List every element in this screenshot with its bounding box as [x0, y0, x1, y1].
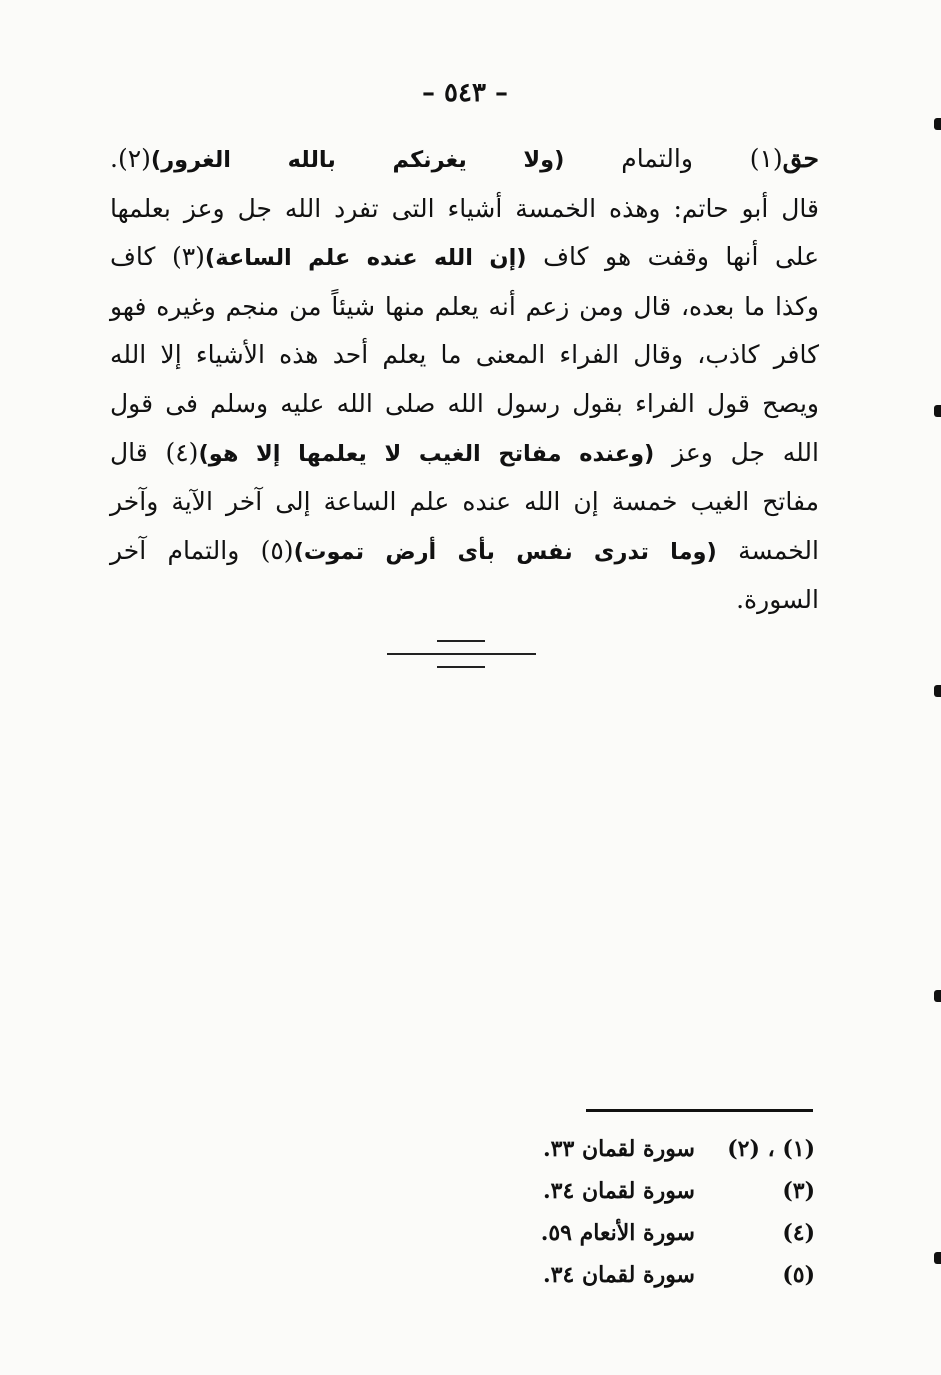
footnote-item	[440, 1170, 815, 1212]
section-end-rule	[437, 666, 485, 668]
section-end-rule	[387, 653, 536, 655]
footnotes	[440, 1128, 815, 1296]
text-line-1	[110, 135, 819, 185]
footnote-mark: (٣)	[782, 1178, 815, 1204]
quran-quote-4: (وما تدرى نفس بأى أرض تموت)	[293, 538, 717, 565]
text-line-10: السورة.	[736, 585, 819, 615]
text-segment: الله جل وعز	[654, 437, 819, 467]
text-line-6: ويصح قول الفراء بقول رسول الله صلى الله عليه وسلم فى قول	[110, 388, 820, 418]
scan-edge-mark	[934, 685, 941, 697]
word-haqq: حق	[782, 144, 819, 173]
scan-edge-mark	[934, 990, 941, 1002]
text-segment: (٤) قال	[110, 437, 199, 467]
text-line-4: وكذا ما بعده، قال ومن زعم أنه يعلم منها شيئاً من منجم وغيره فهو	[110, 291, 819, 321]
text-segment: (٢).	[110, 144, 151, 173]
footnote-reference: سورة لقمان ٣٣.	[543, 1136, 695, 1162]
text-segment: (٥) والتمام آخر	[110, 535, 294, 565]
footnote-item	[440, 1128, 815, 1170]
text-line-5: كافر كاذب، وقال الفراء المعنى ما يعلم أحد هذه الأشياء إلا الله	[110, 340, 819, 370]
text-line-2: قال أبو حاتم: وهذه الخمسة أشياء التى تفرد الله جل وعز بعلمها	[110, 193, 819, 223]
quran-quote-2: (إن الله عنده علم الساعة)	[204, 245, 527, 272]
footnote-reference: سورة لقمان ٣٤.	[543, 1178, 695, 1204]
footnote-item	[440, 1254, 815, 1296]
scan-edge-mark	[934, 405, 941, 417]
quran-quote-1: (ولا يغرنكم بالله الغرور)	[150, 147, 565, 173]
section-end-rule	[437, 640, 485, 642]
text-line-3	[110, 233, 819, 283]
footnote-separator	[586, 1109, 813, 1112]
text-segment: الخمسة	[716, 535, 819, 565]
scan-edge-mark	[934, 118, 941, 130]
text-segment: (١) والتمام	[564, 144, 783, 173]
text-line-8: مفاتح الغيب خمسة إن الله عنده علم الساعة إلى آخر الآية وآخر	[110, 487, 819, 517]
text-line-7	[110, 429, 819, 479]
text-segment: على أنها وقفت هو كاف	[526, 242, 820, 272]
scan-edge-mark	[934, 1252, 941, 1264]
text-line-9	[110, 527, 819, 577]
footnote-reference: سورة الأنعام ٥٩.	[540, 1220, 695, 1246]
footnote-item	[440, 1212, 815, 1254]
footnote-mark: (٤)	[782, 1220, 815, 1246]
text-segment: (٣) كاف	[110, 242, 205, 272]
footnote-mark: (١) ، (٢)	[727, 1136, 815, 1162]
footnote-reference: سورة لقمان ٣٤.	[543, 1262, 695, 1288]
quran-quote-3: (وعنده مفاتح الغيب لا يعلمها إلا هو)	[198, 440, 655, 467]
footnote-mark: (٥)	[782, 1262, 815, 1288]
main-text	[110, 135, 819, 625]
page-number: – ٥٤٣ –	[421, 78, 509, 108]
